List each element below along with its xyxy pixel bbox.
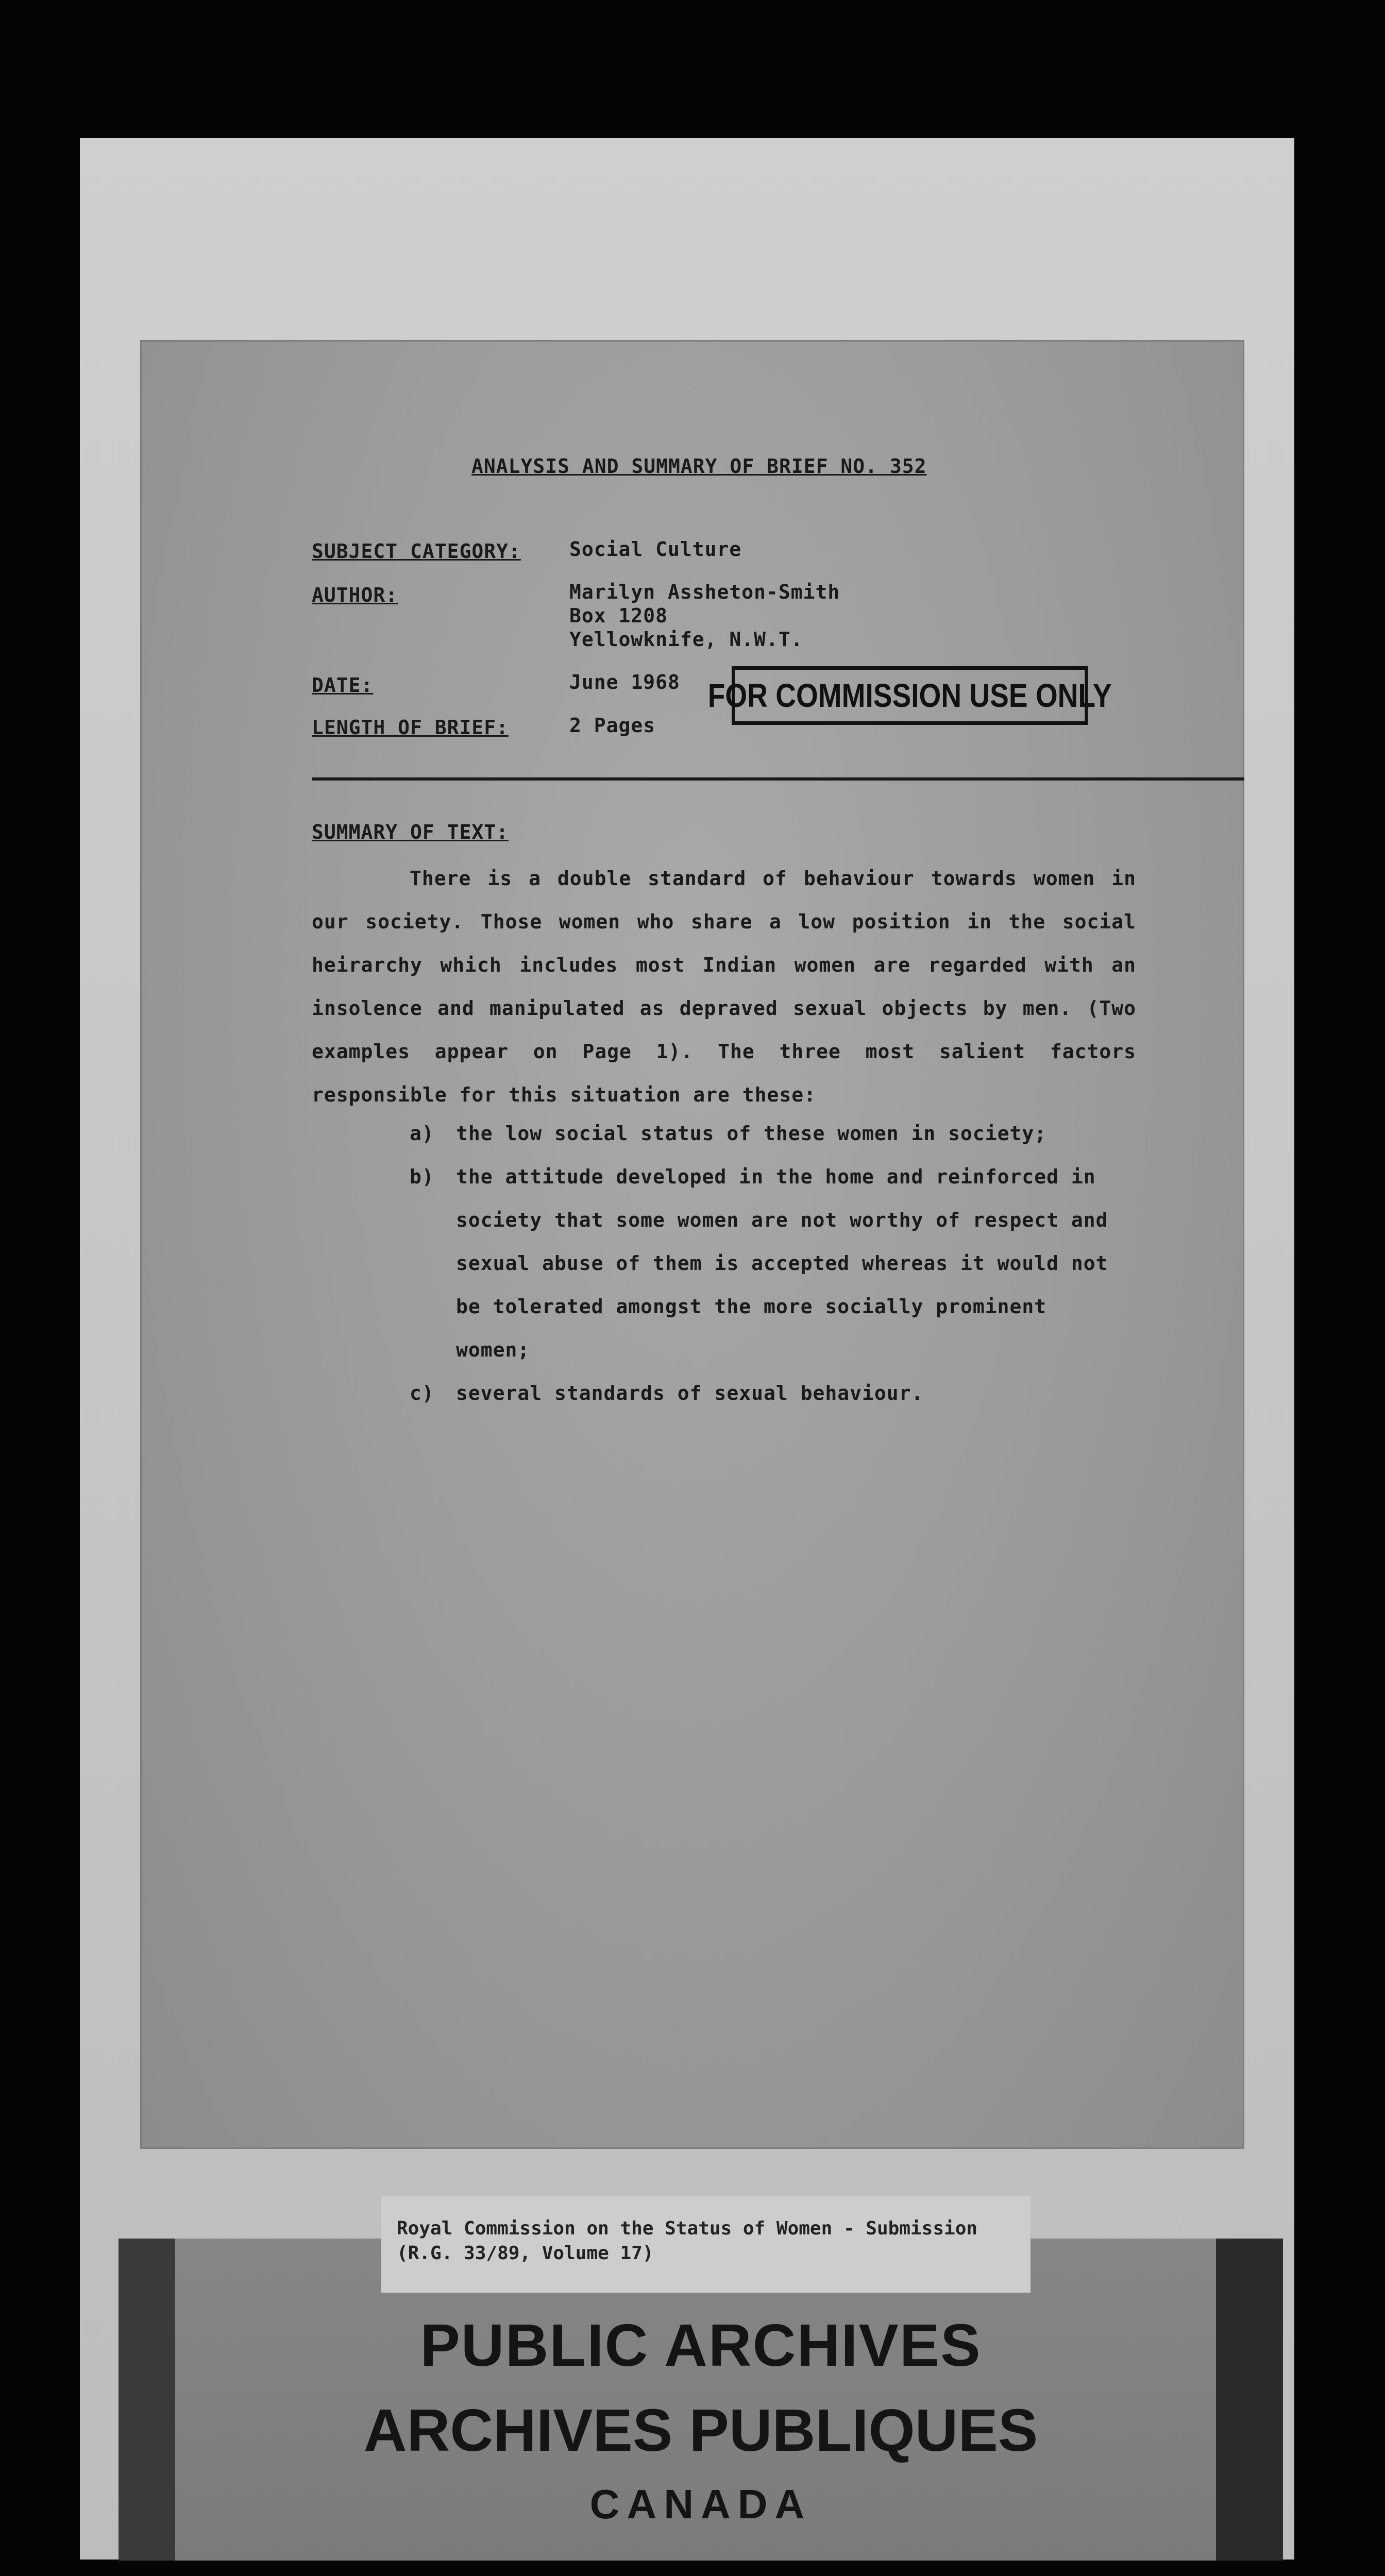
summary-paragraph: There is a double standard of behaviour towards women in our society. Those women who share a low position in the social heirarchy which includes most Indian women are regarded with an insolence and manipulated as depraved sexual objects by men. (Two examples appear on Page 1). The three most salient factors responsible for this situation are these: <box>312 867 1136 1106</box>
author-box: Box 1208 <box>569 604 668 627</box>
subject-category-value: Social Culture <box>569 538 742 561</box>
submission-caption <box>381 2196 1031 2293</box>
date-value: June 1968 <box>569 671 680 693</box>
list-marker: b) <box>410 1165 434 1188</box>
subject-category-label: SUBJECT CATEGORY: <box>312 540 521 563</box>
document-heading: ANALYSIS AND SUMMARY OF BRIEF NO. 352 <box>471 455 927 478</box>
factor-list <box>410 1112 1131 1415</box>
divider-rule <box>312 777 1244 781</box>
list-text: the low social status of these women in society; <box>456 1122 1047 1145</box>
archive-line-english: PUBLIC ARCHIVES <box>420 2312 982 2379</box>
length-label: LENGTH OF BRIEF: <box>312 716 509 739</box>
author-label: AUTHOR: <box>312 584 398 606</box>
date-label: DATE: <box>312 674 374 697</box>
caption-line-2: (R.G. 33/89, Volume 17) <box>397 2243 654 2264</box>
author-name: Marilyn Assheton-Smith <box>569 581 840 603</box>
list-item <box>410 1155 1131 1371</box>
list-marker: a) <box>410 1122 434 1145</box>
commission-use-stamp: FOR COMMISSION USE ONLY <box>732 666 1088 725</box>
list-item <box>410 1112 1131 1155</box>
archive-line-country: CANADA <box>589 2481 812 2527</box>
summary-label: SUMMARY OF TEXT: <box>312 821 509 843</box>
list-text: the attitude developed in the home and reinforced in society that some women are not worthy of respect and sexual abuse of them is accepted whereas it would not be tolerated amongst the more socially prominent women; <box>456 1165 1108 1361</box>
list-text: several standards of sexual behaviour. <box>456 1382 924 1404</box>
list-marker: c) <box>410 1382 434 1404</box>
author-value <box>569 580 840 651</box>
author-city: Yellowknife, N.W.T. <box>569 628 803 651</box>
length-value: 2 Pages <box>569 714 656 737</box>
brief-summary-page <box>142 342 1243 2147</box>
archive-line-french: ARCHIVES PUBLIQUES <box>363 2397 1038 2464</box>
list-item <box>410 1371 1131 1415</box>
caption-line-1: Royal Commission on the Status of Women - Submission <box>397 2218 978 2239</box>
